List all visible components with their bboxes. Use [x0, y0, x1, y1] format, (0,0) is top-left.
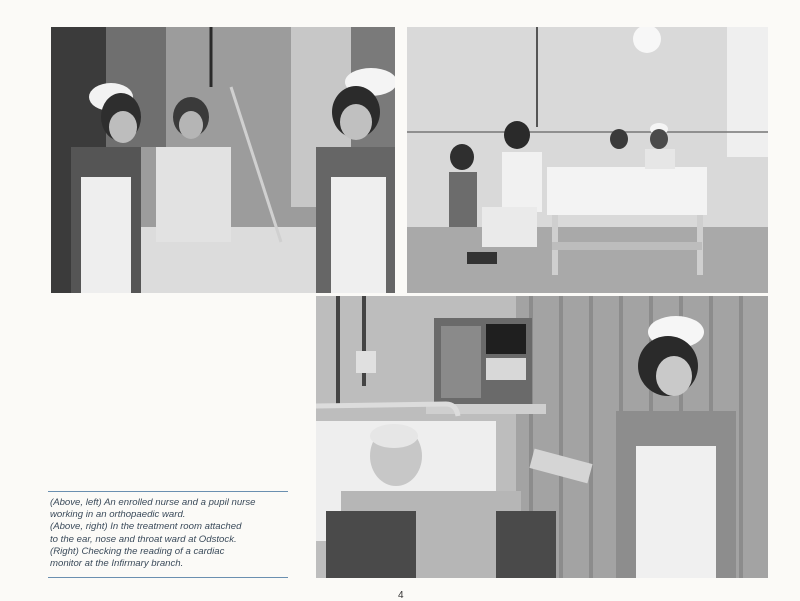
caption-rule-top — [48, 491, 288, 492]
caption-line: (Right) Checking the reading of a cardiac — [50, 545, 225, 557]
caption-line: (Above, right) In the treatment room attached — [50, 521, 242, 533]
photo-nurses-orthopaedic-ward-icon — [51, 27, 395, 293]
photo-treatment-room — [407, 27, 768, 293]
caption-line: monitor at the Infirmary branch. — [50, 558, 184, 570]
photo-cardiac-monitor — [316, 296, 768, 578]
photo-ent-treatment-room-icon — [407, 27, 768, 293]
caption-line: (Above, left) An enrolled nurse and a pupil nurse — [50, 497, 256, 508]
caption-text — [50, 497, 288, 570]
caption-line: working in an orthopaedic ward. — [50, 509, 186, 521]
caption-rule-bottom — [48, 577, 288, 578]
caption-line: to the ear, nose and throat ward at Odstock. — [50, 533, 237, 545]
caption-box — [48, 491, 288, 579]
page-number: 4 — [398, 590, 404, 601]
photo-cardiac-monitor-icon — [316, 296, 768, 578]
photo-orthopaedic-ward — [51, 27, 395, 293]
